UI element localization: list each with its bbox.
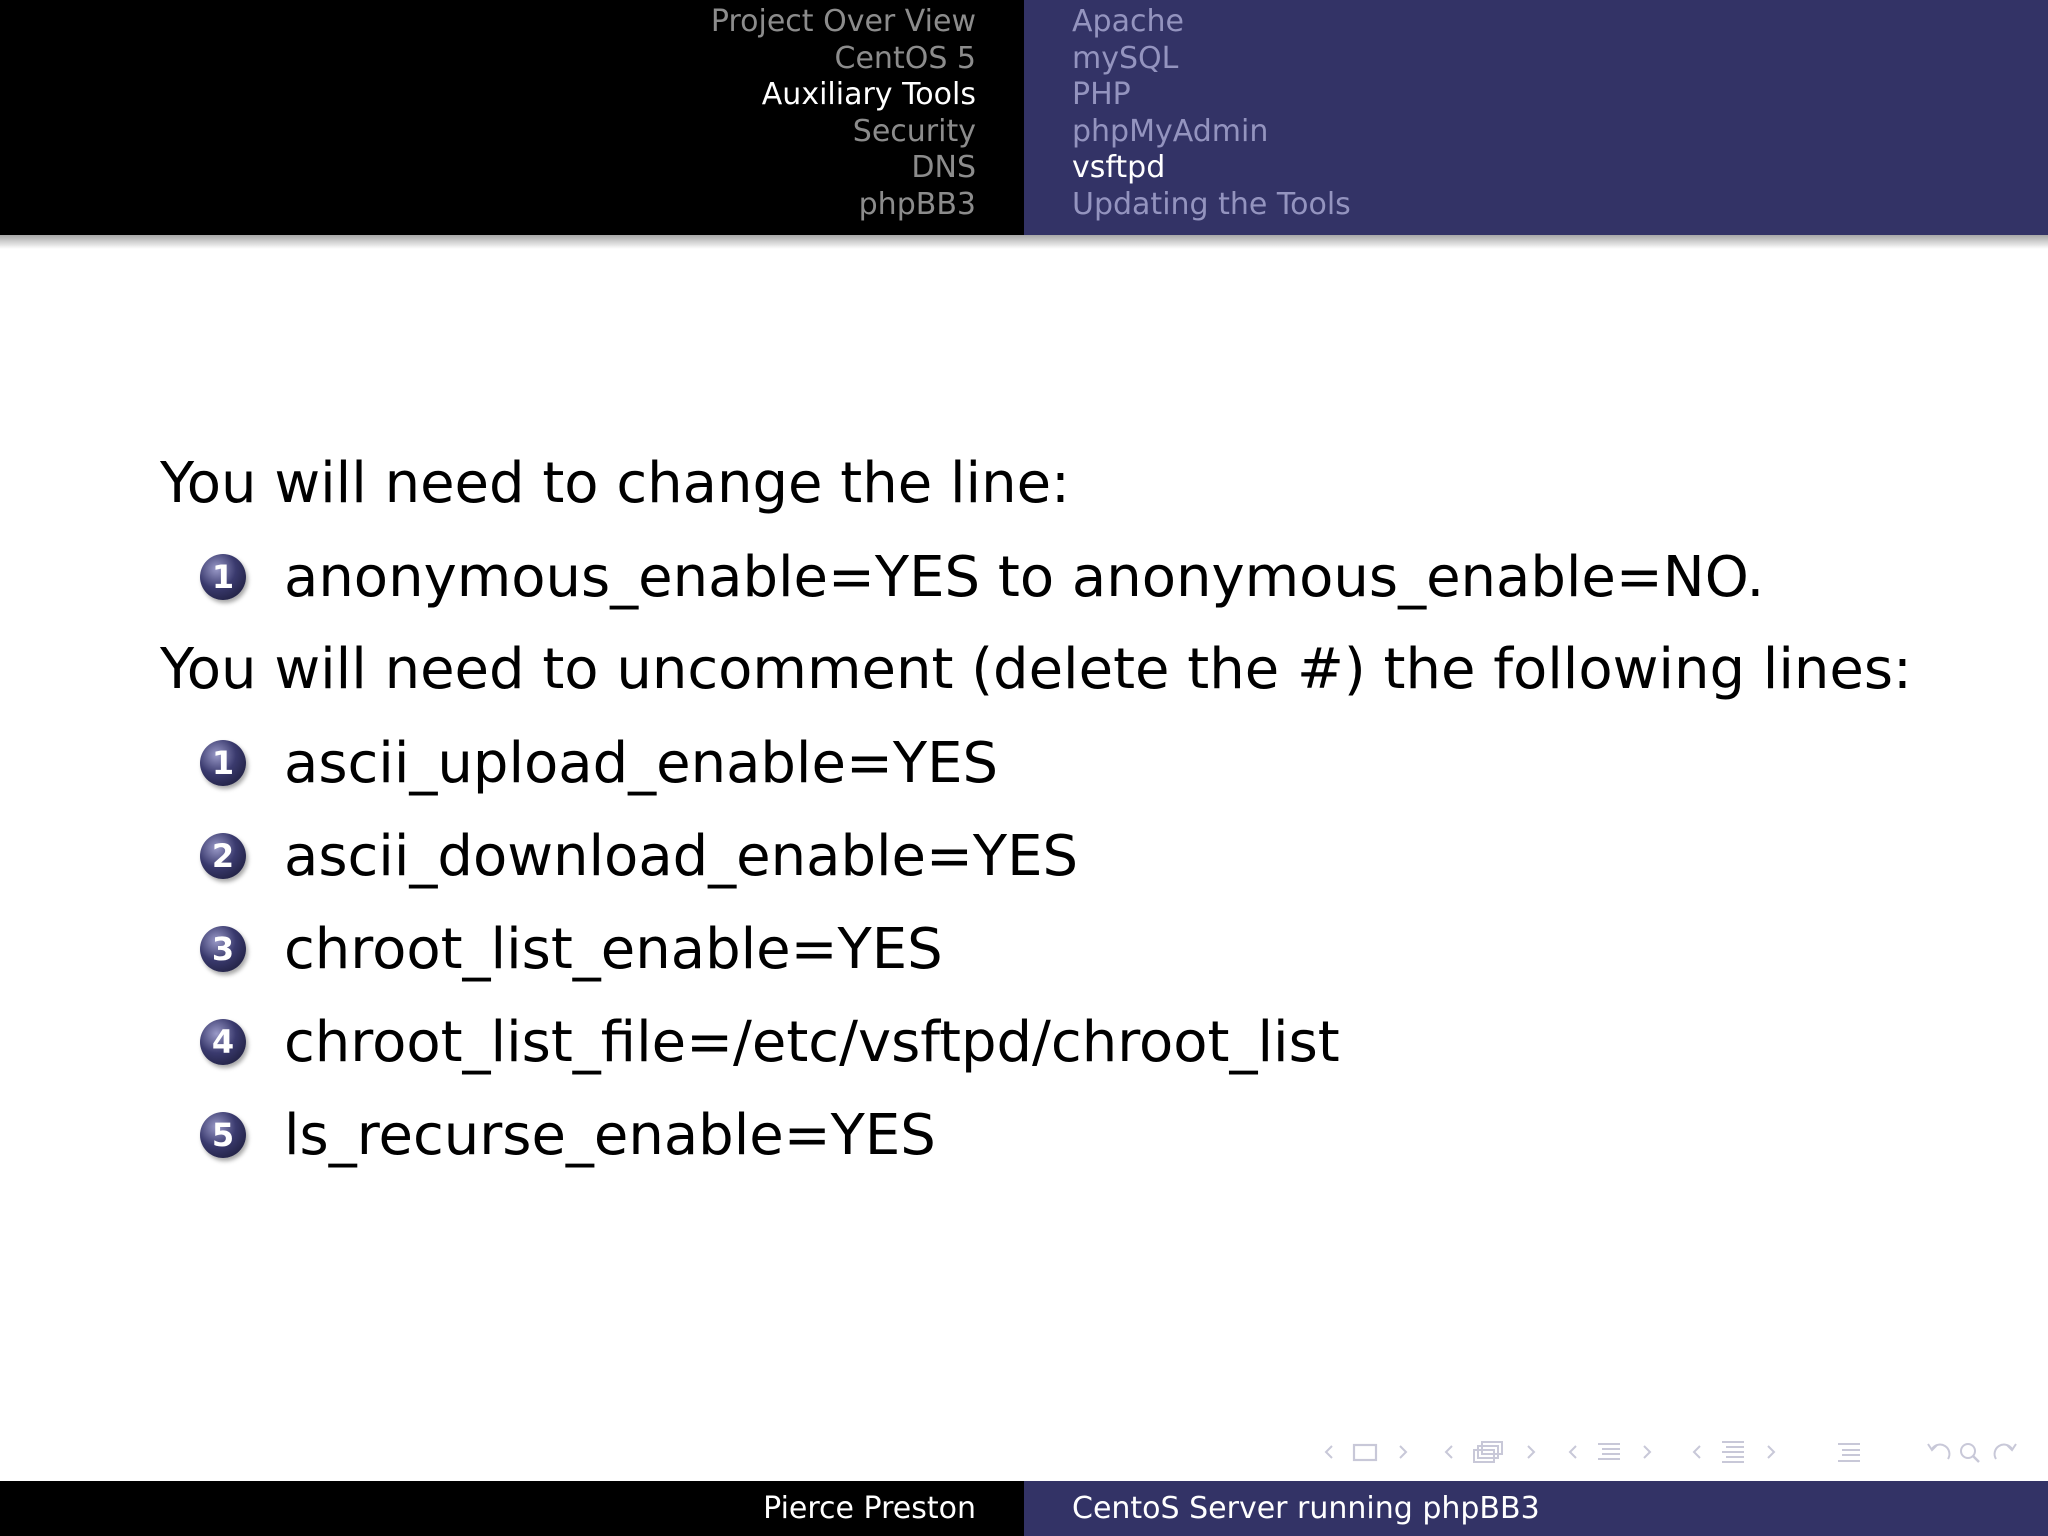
list-item <box>160 824 1960 888</box>
section-nav-icon[interactable] <box>1564 1432 1656 1472</box>
intro-change-text: You will need to change the line: <box>160 451 1070 516</box>
enum-ball-icon: 4 <box>200 1019 246 1065</box>
list-item <box>160 917 1960 981</box>
presentation-nav-icon[interactable] <box>1688 1432 1780 1472</box>
list-item <box>160 1103 1960 1167</box>
change-list <box>160 545 1960 609</box>
header-navigation <box>0 0 2048 235</box>
slide-content <box>160 452 1960 1196</box>
section-item-centos5[interactable]: CentOS 5 <box>834 40 976 76</box>
subsection-item-phpmyadmin[interactable]: phpMyAdmin <box>1072 113 1269 149</box>
navigation-symbols <box>1312 1432 2032 1472</box>
subsection-item-updating-tools[interactable]: Updating the Tools <box>1072 186 1351 222</box>
intro-uncomment-text: You will need to uncomment (delete the #) the following lines: <box>160 637 1912 702</box>
subsection-list <box>1072 4 1351 223</box>
enum-ball-icon: 5 <box>200 1112 246 1158</box>
enum-ball-icon: 1 <box>200 554 246 600</box>
subsection-item-vsftpd[interactable]: vsftpd <box>1072 150 1166 185</box>
list-item-text: chroot_list_file=/etc/vsftpd/chroot_list <box>284 1009 1340 1075</box>
section-nav-panel <box>0 0 1024 235</box>
list-item-text: chroot_list_enable=YES <box>284 916 943 982</box>
enum-ball-icon: 3 <box>200 926 246 972</box>
section-item-project-overview[interactable]: Project Over View <box>710 4 976 39</box>
section-list <box>711 4 976 223</box>
uncomment-list <box>160 731 1960 1167</box>
list-item <box>160 545 1960 609</box>
subsection-item-mysql[interactable]: mySQL <box>1072 40 1179 76</box>
header-shadow <box>0 235 2048 249</box>
footer-author: Pierce Preston <box>763 1491 976 1526</box>
list-item-text: anonymous_enable=YES to anonymous_enable=NO. <box>284 544 1765 610</box>
subsection-nav-icon[interactable] <box>1440 1432 1540 1472</box>
list-item <box>160 1010 1960 1074</box>
subsection-item-php[interactable]: PHP <box>1072 77 1131 112</box>
list-item <box>160 731 1960 795</box>
footer-title-bar <box>1024 1481 2048 1536</box>
footer-title: CentoS Server running phpBB3 <box>1072 1491 1540 1526</box>
list-item-text: ascii_upload_enable=YES <box>284 730 998 796</box>
subsection-nav-panel <box>1024 0 2048 235</box>
toc-icon[interactable] <box>1834 1432 1864 1472</box>
subsection-item-apache[interactable]: Apache <box>1072 4 1184 39</box>
section-item-phpbb3[interactable]: phpBB3 <box>858 186 976 222</box>
list-item-text: ascii_download_enable=YES <box>284 823 1079 889</box>
footer-author-bar <box>0 1481 1024 1536</box>
back-forward-search-icon[interactable] <box>1922 1432 2022 1472</box>
list-item-text: ls_recurse_enable=YES <box>284 1102 936 1168</box>
section-item-security[interactable]: Security <box>852 113 976 149</box>
enum-ball-icon: 2 <box>200 833 246 879</box>
enum-ball-icon: 1 <box>200 740 246 786</box>
frame-nav-icon[interactable] <box>1320 1432 1412 1472</box>
section-item-auxiliary-tools[interactable]: Auxiliary Tools <box>761 77 976 112</box>
section-item-dns[interactable]: DNS <box>911 150 976 185</box>
